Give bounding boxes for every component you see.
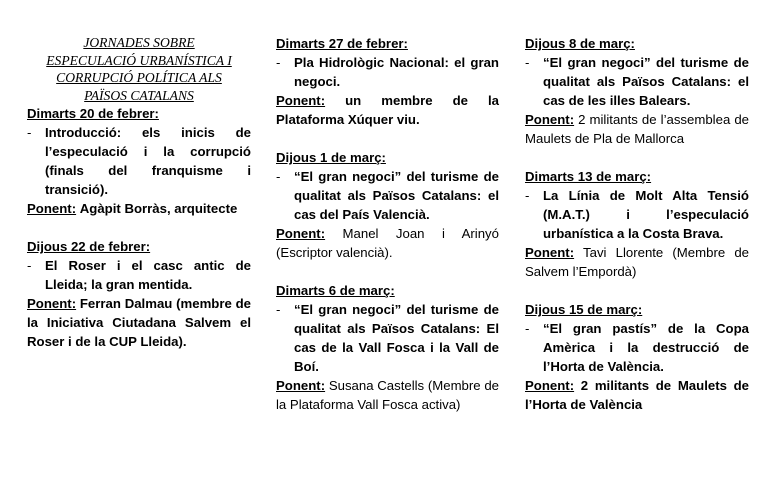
event-15-marc: [525, 300, 749, 414]
speaker-label: Ponent:: [27, 296, 77, 312]
speaker-name: 2 militants de Maulets de l’Horta de València: [525, 378, 750, 412]
talk-title: El Roser i el casc antic de Lleida; la gran mentida.: [45, 258, 251, 293]
title-line: JORNADES SOBRE: [83, 35, 195, 50]
speaker-label: Ponent:: [525, 245, 575, 260]
event-22-febrer: [27, 237, 251, 351]
speaker-name: 2 militants de l’assemblea de Maulets de Pla de Mallorca: [525, 112, 749, 146]
talk-title: “El gran pastís” de la Copa Amèrica i la destrucció de l’Horta de València.: [543, 321, 749, 374]
event-8-marc: [525, 34, 749, 148]
talk-item: [525, 319, 749, 376]
bullet-dash: -: [276, 169, 281, 184]
event-date: Dimarts 13 de març:: [525, 169, 652, 184]
speaker-label: Ponent:: [276, 378, 326, 393]
title-line: PAÏSOS CATALANS: [84, 87, 194, 103]
event-6-marc: [276, 281, 499, 414]
speaker-name: un membre de la Plataforma Xúquer viu.: [276, 93, 499, 127]
title-line: CORRUPCIÓ POLÍTICA ALS: [56, 70, 222, 86]
bullet-dash: -: [276, 302, 281, 317]
event-date: Dijous 22 de febrer:: [27, 239, 151, 255]
speaker-name: Manel Joan i Arinyó (Escriptor valencià).: [276, 226, 499, 260]
talk-item: [276, 300, 499, 376]
speaker-line: [276, 376, 499, 414]
speaker-line: [525, 110, 749, 148]
speaker-line: [525, 243, 749, 281]
event-date: Dijous 1 de març:: [276, 150, 386, 165]
column-2: [276, 34, 499, 414]
event-20-febrer: [27, 104, 251, 218]
speaker-name: Ferran Dalmau (membre de la Iniciativa Ciutadana Salvem el Roser i de la CUP Lleida).: [27, 296, 251, 350]
speaker-line: [276, 91, 499, 129]
speaker-label: Ponent:: [525, 378, 575, 393]
speaker-label: Ponent:: [276, 93, 326, 108]
talk-item: [276, 53, 499, 91]
event-1-marc: [276, 148, 499, 262]
bullet-dash: -: [525, 55, 530, 70]
document-title: [27, 34, 251, 104]
column-1: [27, 34, 251, 351]
speaker-line: [525, 376, 749, 414]
event-27-febrer: [276, 34, 499, 129]
bullet-dash: -: [525, 188, 530, 203]
bullet-dash: -: [27, 125, 32, 141]
bullet-dash: -: [525, 321, 530, 336]
bullet-dash: -: [276, 55, 281, 70]
talk-title: “El gran negoci” del turisme de qualitat als Països Catalans: el cas de les illes Balears.: [543, 55, 749, 108]
talk-title: La Línia de Molt Alta Tensió (M.A.T.) i l’especulació urbanística a la Costa Brava.: [543, 188, 749, 241]
event-date: Dijous 8 de març:: [525, 36, 635, 51]
speaker-line: [27, 199, 251, 218]
speaker-line: [27, 294, 251, 351]
column-3: [525, 34, 749, 414]
title-line: ESPECULACIÓ URBANÍSTICA I: [46, 52, 232, 68]
talk-title: Pla Hidrològic Nacional: el gran negoci.: [294, 55, 499, 89]
speaker-name: Susana Castells (Membre de la Plataforma Vall Fosca activa): [276, 378, 499, 412]
event-13-marc: [525, 167, 749, 281]
talk-title: Introducció: els inicis de l’especulació i la corrupció (finals del franquisme i transició).: [45, 125, 251, 198]
speaker-label: Ponent:: [27, 201, 77, 217]
talk-item: [27, 256, 251, 294]
speaker-name: Tavi Llorente (Membre de Salvem l’Empordà): [525, 245, 749, 279]
talk-item: [525, 53, 749, 110]
talk-title: “El gran negoci” del turisme de qualitat als Països Catalans: el cas del País Valencià.: [294, 169, 499, 222]
speaker-label: Ponent:: [276, 226, 326, 241]
talk-item: [27, 123, 251, 199]
event-date: Dimarts 27 de febrer:: [276, 36, 408, 51]
speaker-line: [276, 224, 499, 262]
event-date: Dimarts 20 de febrer:: [27, 106, 159, 122]
talk-title: “El gran negoci” del turisme de qualitat als Països Catalans: El cas de la Vall Fosca i la Vall de Boí.: [294, 302, 499, 374]
event-date: Dijous 15 de març:: [525, 302, 643, 317]
talk-item: [276, 167, 499, 224]
speaker-name: Agàpit Borràs, arquitecte: [79, 201, 238, 217]
talk-item: [525, 186, 749, 243]
event-date: Dimarts 6 de març:: [276, 283, 395, 298]
speaker-label: Ponent:: [525, 112, 575, 127]
bullet-dash: -: [27, 258, 32, 274]
